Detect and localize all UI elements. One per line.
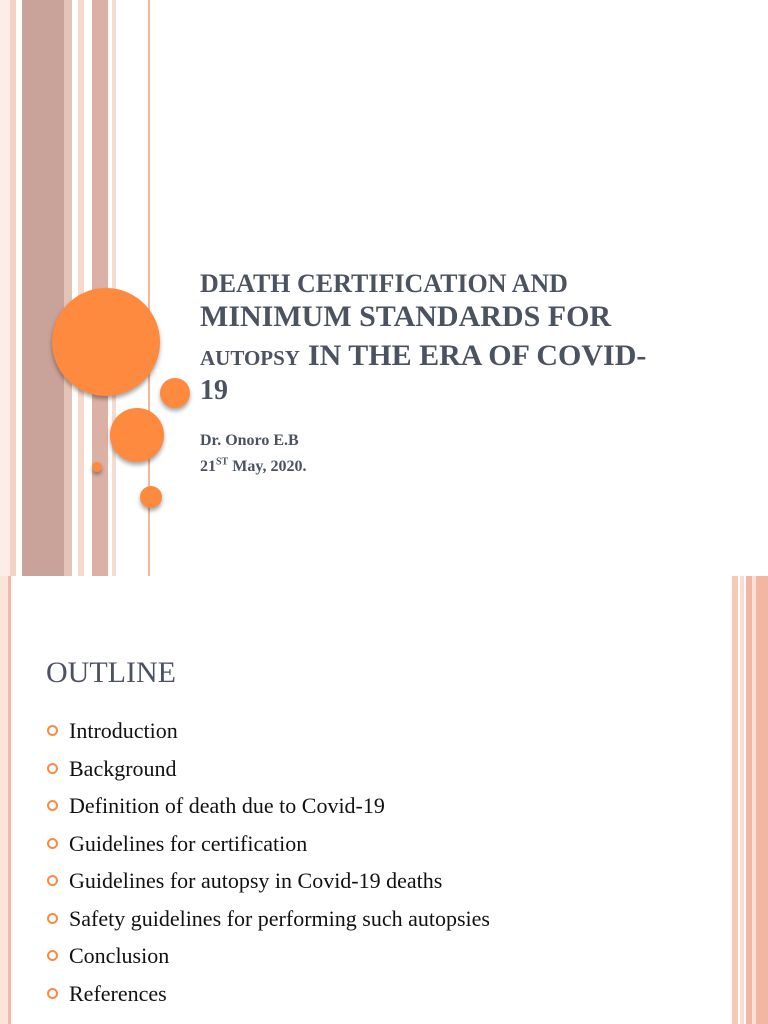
list-item [46, 979, 490, 1017]
ring-bullet-icon [47, 838, 58, 849]
decorative-circle-tiny [92, 462, 102, 472]
decorative-stripe [8, 576, 11, 1024]
slide-subtitle [200, 428, 306, 479]
list-item [46, 716, 490, 754]
list-item-label: Guidelines for autopsy in Covid-19 deaths [69, 868, 443, 893]
title-line-1: DEATH CERTIFICATION AND [200, 269, 568, 298]
ring-bullet-icon [47, 913, 58, 924]
decorative-stripe [0, 576, 8, 1024]
presentation-date [200, 454, 306, 480]
slide-title [200, 268, 700, 408]
decorative-stripe [22, 0, 64, 576]
decorative-stripe [746, 576, 768, 1024]
date-rest: May, 2020. [228, 457, 307, 475]
title-line-4: 19 [200, 375, 228, 407]
title-line-3 [200, 335, 700, 374]
decorative-stripe [0, 0, 10, 576]
list-item-label: Conclusion [69, 943, 170, 968]
outline-slide [0, 576, 768, 1024]
ring-bullet-icon [47, 950, 58, 961]
decorative-circle-large [52, 288, 160, 396]
list-item [46, 866, 490, 904]
decorative-stripe [732, 576, 738, 1024]
list-item-label: References [69, 980, 167, 1006]
date-suffix: ST [216, 456, 229, 468]
list-item-label: Definition of death due to Covid-19 [69, 793, 385, 818]
outline-heading: OUTLINE [46, 656, 176, 689]
decorative-stripe [740, 576, 744, 1024]
title-line-3-big: IN THE ERA OF COVID- [307, 339, 647, 373]
list-item [46, 754, 490, 792]
date-day: 21 [200, 457, 216, 475]
decorative-stripe [78, 0, 84, 576]
title-line-3-small: AUTOPSY [200, 346, 300, 371]
decorative-circle-small [140, 486, 162, 508]
title-line-2: MINIMUM STANDARDS FOR [200, 300, 612, 334]
list-item [46, 791, 490, 829]
ring-bullet-icon [47, 875, 58, 886]
ring-bullet-icon [47, 800, 58, 811]
author-name: Dr. Onoro E.B [200, 432, 299, 449]
ring-bullet-icon [47, 763, 58, 774]
list-item-label: Introduction [69, 718, 178, 743]
ring-bullet-icon [47, 725, 58, 736]
list-item [46, 904, 490, 942]
list-item [46, 941, 490, 979]
decorative-stripe [752, 576, 756, 1024]
list-item-label: Safety guidelines for performing such autopsies [69, 905, 490, 931]
list-item-label: Background [69, 755, 177, 781]
list-item-label: Guidelines for certification [69, 830, 308, 856]
list-item [46, 829, 490, 867]
decorative-stripe [10, 0, 16, 576]
decorative-circle-medium [110, 408, 164, 462]
decorative-circle-small [160, 378, 190, 408]
outline-list [46, 716, 490, 1016]
ring-bullet-icon [47, 988, 58, 999]
decorative-stripe [64, 0, 72, 576]
